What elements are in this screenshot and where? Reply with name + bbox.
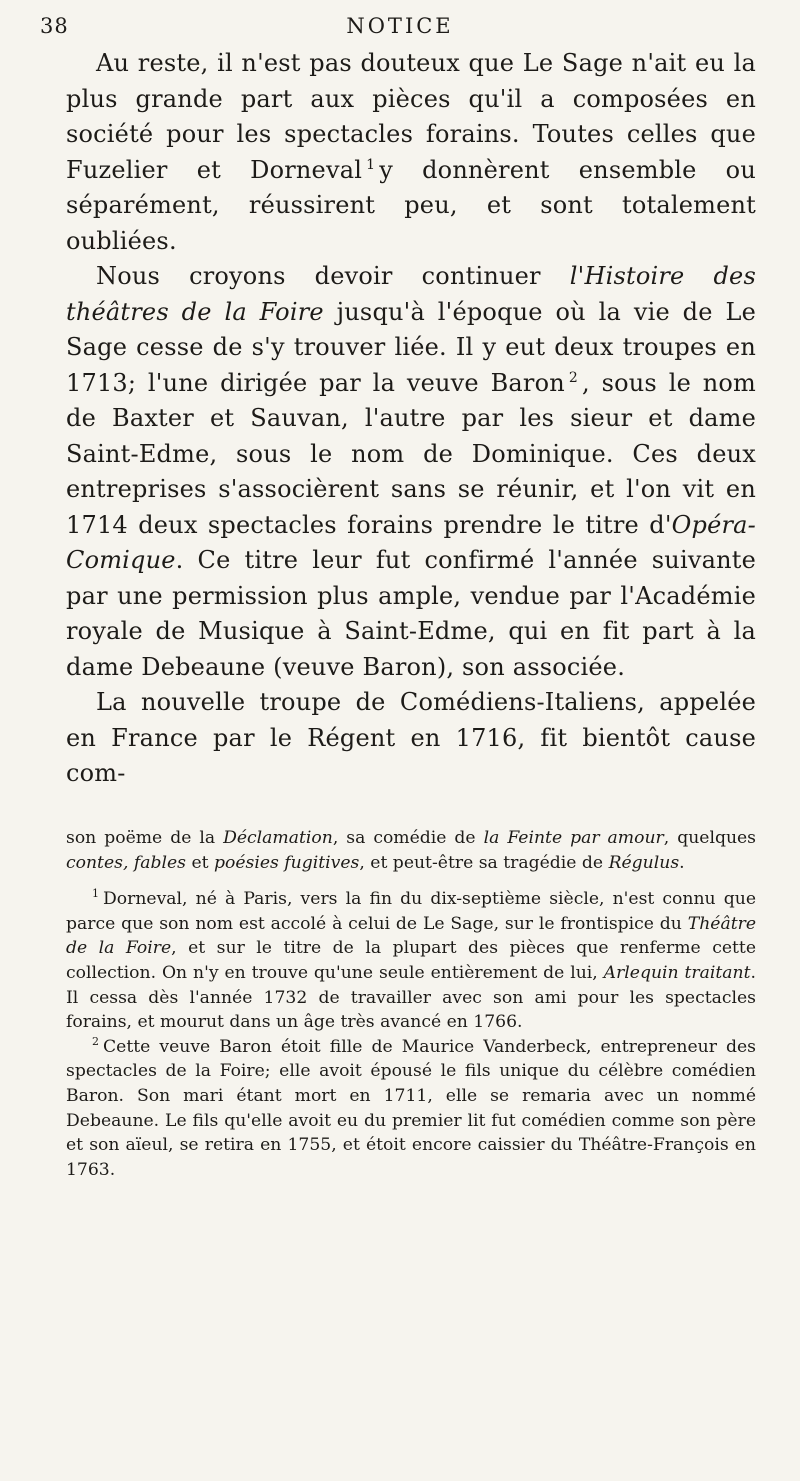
footnote-2-text: Cette veuve Baron étoit fille de Maurice Vanderbeck, entrepreneur des spectacles de la Foire; elle avoit épousé le fils unique du célèbre comédien Baron. Son mari étant mort en 1711, elle se remaria avec un nommé Debeaune. Le fils qu'elle avoit eu du premier lit fut comédien comme son père et son aïeul, se retira en 1755, et étoit encore caissier du Théâtre-François en 1763. bbox=[66, 1036, 756, 1180]
paragraph-2-text-d: . Ce titre leur fut confirmé l'année suivante par une permission plus ample, vendue par l'Académie royale de Musique à Saint-Edme, qui en fit part à la dame Debeaune (veuve Baron), son associée. bbox=[66, 546, 756, 681]
footnote-continuation bbox=[66, 826, 756, 875]
footnote-cont-title-4: poésies fugitives bbox=[214, 852, 360, 873]
footnote-1-text-a: Dorneval, né à Paris, vers la fin du dix-septième siècle, n'est connu que parce que son nom est accolé à celui de Le Sage, sur le frontispice du bbox=[66, 889, 756, 934]
paragraph-1-text-a: Au reste, il n'est pas douteux que Le Sage n'ait eu la plus grande part aux pièces qu'il a composées en société pour les spectacles forains. Toutes celles que Fuzelier et Dorneval bbox=[66, 49, 756, 184]
footnote-ref-2: 2 bbox=[568, 369, 579, 386]
footnote-1-text-c: . Il cessa dès l'année 1732 de travailler avec son ami pour les spectacles forains, et mourut dans un âge très avancé en 1766. bbox=[66, 962, 756, 1033]
footnote-cont-text-a: son poëme de la bbox=[66, 828, 216, 848]
footnote-cont-text-f: . bbox=[679, 852, 685, 873]
work-title-histoire: l'Histoire des théâtres de la Foire bbox=[66, 262, 756, 326]
footnote-cont-text-d: et bbox=[191, 852, 209, 873]
paragraph-1-text-b: y donnèrent ensemble ou séparément, réussirent peu, et sont totalement oubliées. bbox=[66, 155, 756, 255]
footnote-cont-title-5: Régulus bbox=[608, 852, 680, 873]
paragraph-2 bbox=[66, 259, 756, 685]
paragraph-1 bbox=[66, 46, 756, 259]
footnote-cont-title-2: la Feinte par amour bbox=[483, 828, 664, 848]
running-head: NOTICE bbox=[346, 14, 454, 38]
paragraph-3 bbox=[66, 685, 756, 792]
footnote-1-title-1: Théâtre de la Foire bbox=[66, 913, 757, 959]
paragraph-2-text-a: Nous croyons devoir continuer bbox=[96, 262, 541, 290]
paragraph-2-text-b: jusqu'à l'époque où la vie de Le Sage cesse de s'y trouver liée. Il y eut deux troupes en 1713; l'une dirigée par la veuve Baron bbox=[66, 297, 757, 397]
footnote-1-title-2: Arlequin traitant bbox=[603, 962, 751, 983]
page-header bbox=[40, 14, 760, 44]
page-number: 38 bbox=[40, 14, 69, 38]
footnote-cont-text-c: , quelques bbox=[663, 828, 757, 848]
footnote-1 bbox=[66, 887, 756, 1035]
paragraph-2-text-c: , sous le nom de Baxter et Sauvan, l'autre par les sieur et dame Saint-Edme, sous le nom de Dominique. Ces deux entreprises s'associèrent sans se réunir, et l'on vit en 1714 deux spectacles forains prendre le titre d' bbox=[66, 368, 756, 539]
footnote-ref-1: 1 bbox=[366, 156, 376, 173]
footnote-2 bbox=[66, 1035, 756, 1183]
footnote-cont-title-3: contes, fables bbox=[66, 852, 186, 873]
footnote-1-text-b: , et sur le titre de la plupart des pièces que renferme cette collection. On n'y en trouve qu'une seule entièrement de lui, bbox=[66, 938, 757, 983]
footnote-cont-text-e: , et peut-être sa tragédie de bbox=[359, 852, 604, 873]
footnote-cont-title-1: Déclamation bbox=[223, 828, 333, 848]
footnote-2-number: 2 bbox=[92, 1035, 99, 1049]
footnote-cont-text-b: , sa comédie de bbox=[332, 828, 476, 848]
paragraph-3-text: La nouvelle troupe de Comédiens-Italiens, appelée en France par le Régent en 1716, fit bientôt cause com- bbox=[66, 688, 756, 787]
footnotes bbox=[66, 826, 756, 1182]
main-text bbox=[66, 46, 756, 792]
work-title-opera-comique: Opéra-Comique bbox=[66, 510, 756, 574]
footnote-1-number: 1 bbox=[92, 887, 99, 901]
